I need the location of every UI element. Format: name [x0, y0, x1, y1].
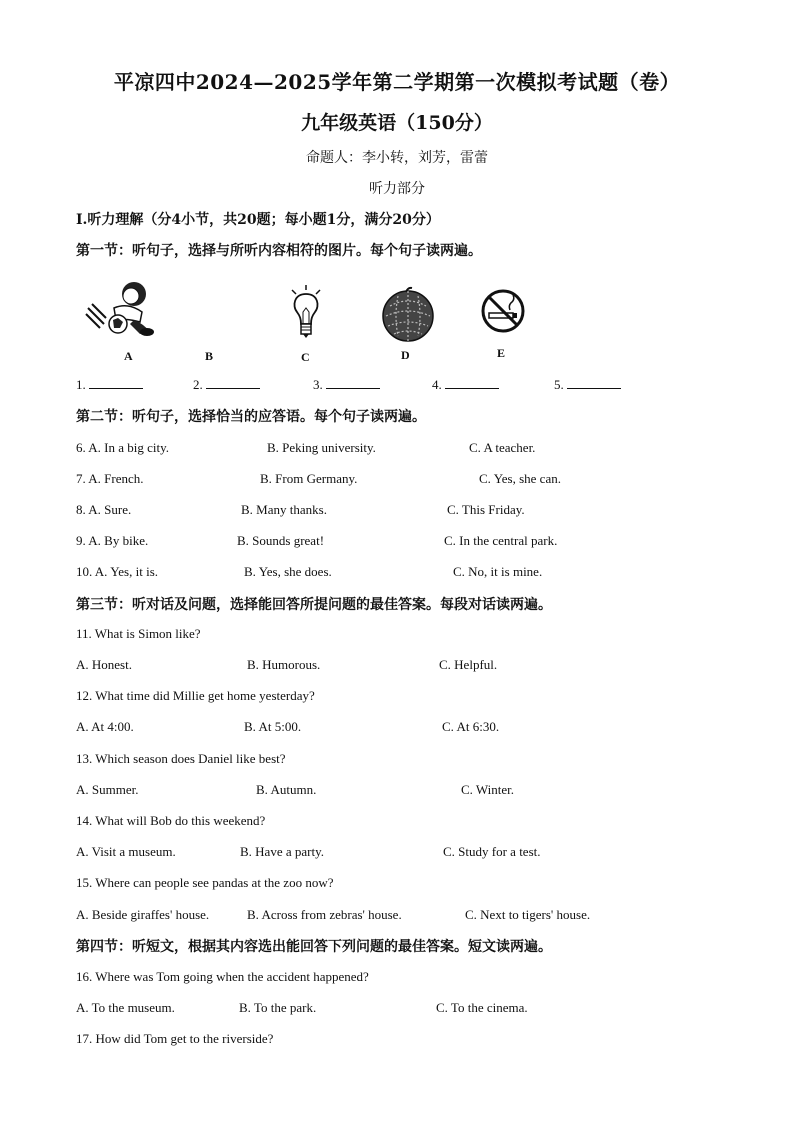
q16-option-a[interactable]: A. To the museum.	[76, 1000, 175, 1015]
q14-question: 14. What will Bob do this weekend?	[76, 813, 266, 828]
q9-option-b[interactable]: B. Sounds great!	[237, 533, 325, 548]
q13-option-a[interactable]: A. Summer.	[76, 782, 139, 797]
q17-question: 17. How did Tom get to the riverside?	[76, 1031, 274, 1046]
q7-option-b[interactable]: B. From Germany.	[260, 471, 358, 486]
q6-option-a[interactable]: 6. A. In a big city.	[76, 440, 170, 455]
q12-option-c[interactable]: C. At 6:30.	[442, 719, 500, 734]
q10-option-b[interactable]: B. Yes, she does.	[244, 564, 332, 579]
authors-line: 命题人：李小转，刘芳，雷蕾	[306, 150, 488, 166]
answer-blank-4[interactable]: 4.	[432, 376, 499, 393]
section4-heading: 第四节：听短文，根据其内容选出能回答下列问题的最佳答案。短文读两遍。	[76, 939, 552, 955]
q9-option-c[interactable]: C. In the central park.	[444, 533, 558, 548]
q15-option-a[interactable]: A. Beside giraffes' house.	[76, 907, 210, 922]
section1-heading: 第一节：听句子，选择与所听内容相符的图片。每个句子读两遍。	[76, 243, 482, 259]
no-smoking-icon	[480, 288, 526, 334]
q12-option-a[interactable]: A. At 4:00.	[76, 719, 134, 734]
q7-option-a[interactable]: 7. A. French.	[76, 471, 144, 486]
q16-option-c[interactable]: C. To the cinema.	[436, 1000, 528, 1015]
q14-option-a[interactable]: A. Visit a museum.	[76, 844, 176, 859]
picture-label-d: D	[401, 348, 410, 362]
q13-question: 13. Which season does Daniel like best?	[76, 751, 286, 766]
picture-label-e: E	[497, 346, 506, 360]
section3-heading: 第三节：听对话及问题，选择能回答所提问题的最佳答案。每段对话读两遍。	[76, 597, 552, 613]
q13-option-c[interactable]: C. Winter.	[461, 782, 515, 797]
q13-option-b[interactable]: B. Autumn.	[256, 782, 317, 797]
q15-option-c[interactable]: C. Next to tigers' house.	[465, 907, 591, 922]
q11-option-c[interactable]: C. Helpful.	[439, 657, 498, 672]
picture-label-b: B	[205, 349, 214, 363]
q11-option-b[interactable]: B. Humorous.	[247, 657, 321, 672]
answer-blank-5[interactable]: 5.	[554, 376, 621, 393]
answer-blank-1[interactable]: 1.	[76, 376, 143, 393]
boy-playing-football-icon	[84, 278, 158, 338]
answer-blank-2[interactable]: 2.	[193, 376, 260, 393]
q6-option-c[interactable]: C. A teacher.	[469, 440, 536, 455]
q10-option-a[interactable]: 10. A. Yes, it is.	[76, 564, 158, 579]
q8-option-c[interactable]: C. This Friday.	[447, 502, 525, 517]
q12-option-b[interactable]: B. At 5:00.	[244, 719, 302, 734]
part1-heading: I.听力理解（分4小节，共20题；每小题1分，满分20分）	[76, 212, 440, 228]
picture-label-a: A	[124, 349, 133, 363]
q8-option-a[interactable]: 8. A. Sure.	[76, 502, 132, 517]
q9-option-a[interactable]: 9. A. By bike.	[76, 533, 149, 548]
q11-question: 11. What is Simon like?	[76, 626, 201, 641]
blank-picture	[190, 286, 230, 336]
exam-subtitle: 九年级英语（150分）	[301, 112, 493, 134]
watermelon-icon	[380, 286, 436, 342]
q16-question: 16. Where was Tom going when the accident happened?	[76, 969, 369, 984]
q12-question: 12. What time did Millie get home yesterday?	[76, 688, 315, 703]
q11-option-a[interactable]: A. Honest.	[76, 657, 132, 672]
q7-option-c[interactable]: C. Yes, she can.	[479, 471, 561, 486]
answer-blank-3[interactable]: 3.	[313, 376, 380, 393]
q15-option-b[interactable]: B. Across from zebras' house.	[247, 907, 402, 922]
q15-question: 15. Where can people see pandas at the zoo now?	[76, 875, 334, 890]
q16-option-b[interactable]: B. To the park.	[239, 1000, 317, 1015]
exam-title: 平凉四中2024—2025学年第二学期第一次模拟考试题（卷）	[113, 70, 681, 94]
light-bulb-icon	[286, 284, 326, 342]
q6-option-b[interactable]: B. Peking university.	[267, 440, 376, 455]
part-heading: 听力部分	[369, 181, 425, 197]
section2-heading: 第二节：听句子，选择恰当的应答语。每个句子读两遍。	[76, 409, 426, 425]
q8-option-b[interactable]: B. Many thanks.	[241, 502, 327, 517]
picture-label-c: C	[301, 350, 310, 364]
q14-option-b[interactable]: B. Have a party.	[240, 844, 324, 859]
q10-option-c[interactable]: C. No, it is mine.	[453, 564, 543, 579]
q14-option-c[interactable]: C. Study for a test.	[443, 844, 541, 859]
